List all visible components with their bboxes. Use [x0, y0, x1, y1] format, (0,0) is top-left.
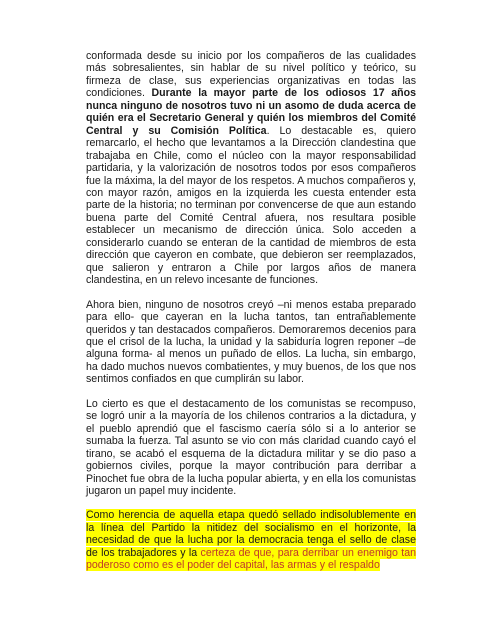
paragraph-1: [86, 50, 416, 287]
paragraph-3: Lo cierto es que el destacamento de los comunistas se recompuso, se logró unir a la mayoría de los chilenos contrarios a la dictadura, y el pueblo aprendió que el fascismo caería sólo si a lo anterior se sumaba la fuerza. Tal asunto se vio con más claridad cuando cayó el tirano, se acabó el esquema de la dictadura militar y se dio paso a gobiernos civiles, porque la mayor contribución para derribar a Pinochet fue obra de la lucha popular abierta, y en ella los comunistas jugaron un papel muy incidente.: [86, 397, 416, 497]
document-body: [86, 50, 416, 584]
paragraph-4-highlight-red-text: certeza de que, para derribar un enemigo tan poderoso como es el poder del capital, las armas y el respaldo: [86, 546, 416, 572]
paragraph-4-highlighted: [86, 509, 416, 571]
paragraph-4-highlight-text: Como herencia de aquella etapa quedó sellado indisolublemente en la línea del Partido la nitidez del socialismo en el horizonte, la necesidad de que la lucha por la democracia tenga el sello de clase de los trabajadores y la: [86, 509, 416, 559]
paragraph-2: Ahora bien, ninguno de nosotros creyó –ni menos estaba preparado para ello- que cayeran en la lucha tantos, tan entrañablemente queridos y tan destacados compañeros. Demoraremos decenios para que el crisol de la lucha, la unidad y la sabiduría logren reponer –de alguna forma- al menos un puñado de ellos. La lucha, sin embargo, ha dado muchos nuevos combatientes, y muy buenos, de los que nos sentimos confiados en que cumplirán su labor.: [86, 298, 416, 386]
paragraph-1-text-c: . Lo destacable es, quiero remarcarlo, el hecho que levantamos a la Dirección clandestina que trabajaba en Chile, como el núcleo con la mayor responsabilidad partidaria, y la valorización de nosotros todos por esos compañeros fue la máxima, la del mayor de los respetos. A muchos compañeros y, con mayor razón, amigos en la izquierda les cuesta entender esta parte de la historia; no terminan por convencerse de que aun estando buena parte del Comité Central afuera, nos resultara posible establecer un mecanismo de dirección única. Solo acceden a considerarlo cuando se enteran de la cantidad de miembros de esta dirección que cayeron en combate, que debieron ser reemplazados, que salieron y entraron a Chile por largos años de manera clandestina, en un relevo incesante de funciones.: [86, 124, 417, 287]
paragraph-1-text-a: conformada desde su inicio por los compañeros de las cualidades más sobresalientes, sin hablar de su nivel político y teórico, su firmeza de clase, sus experiencias organizativas en todas las condiciones.: [86, 50, 416, 100]
paragraph-1-bold-text: Durante la mayor parte de los odiosos 17 años nunca ninguno de nosotros tuvo ni un asomo de duda acerca de quién era el Secretario General y quién los miembros del Comité Central y su Comisión Política: [86, 87, 416, 137]
